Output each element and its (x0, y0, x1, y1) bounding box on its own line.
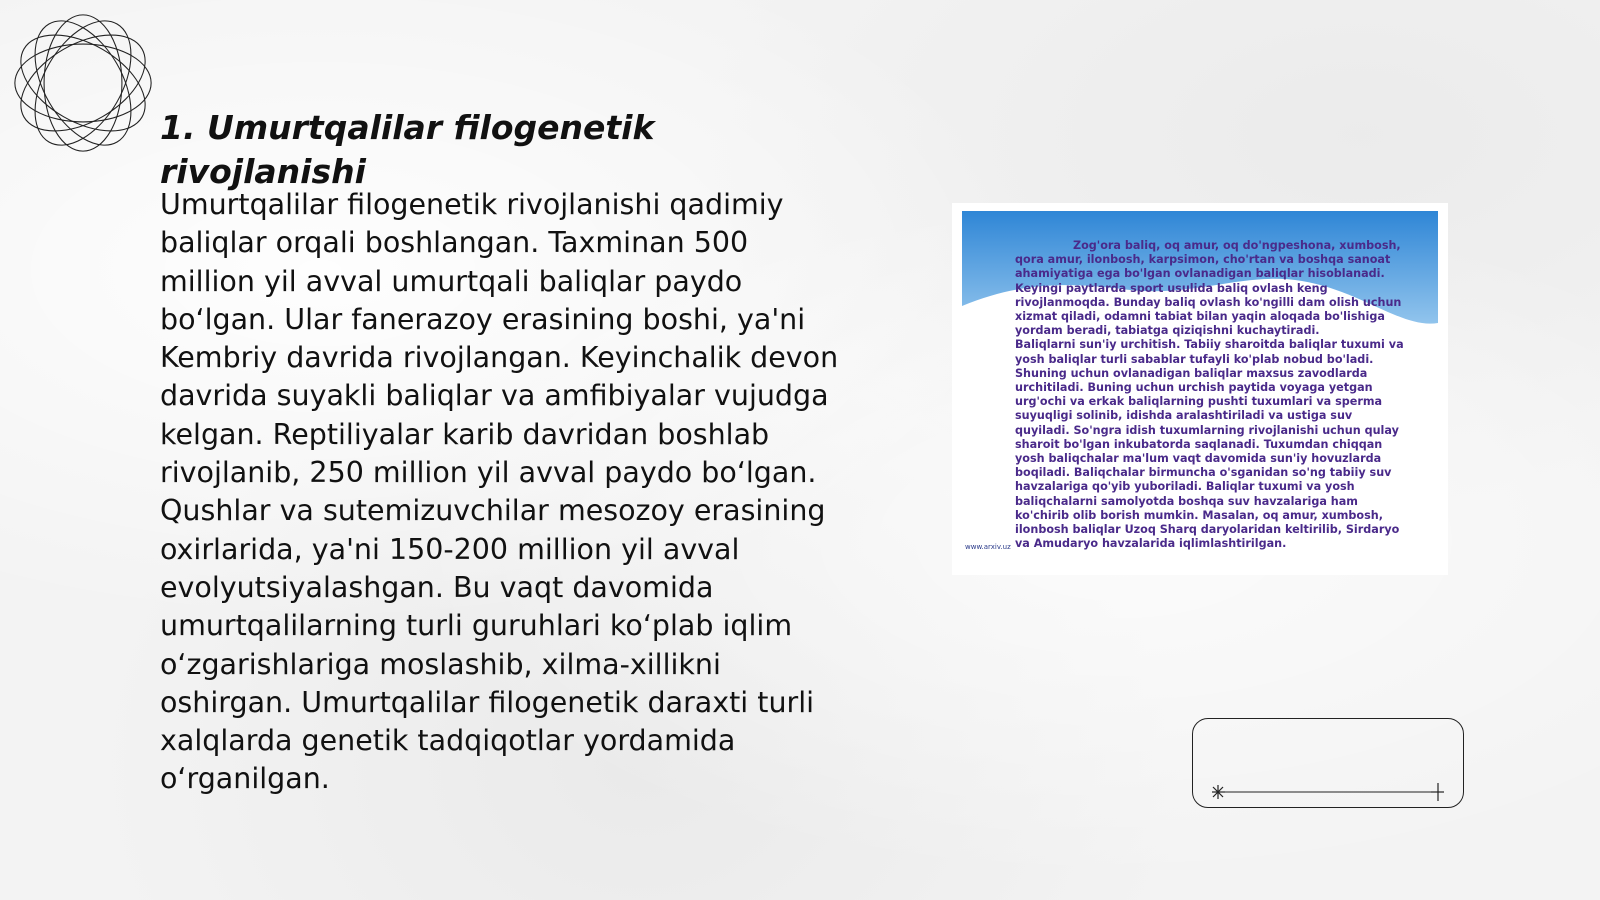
decorative-line (1212, 782, 1444, 802)
textbook-paragraph: Zog'ora baliq, oq amur, oq do'ngpeshona, xumbosh, qora amur, ilonbosh, karpsimon, cho'rtan va boshqa sanoat ahamiyatiga ega bo'lgan ovlanadigan baliqlar hisoblanadi. Keyingi paytlarda sport usulida baliq ovlash keng rivojlanmoqda. Bunday baliq ovlash ko'ngilli dam olish uchun xizmat qiladi, odamni tabiat bilan yaqin aloqada bo'lishiga yordam beradi, tabiatga qiziqishni kuchaytiradi. Baliqlarni sun'iy urchitish. Tabiiy sharoitda baliqlar tuxumi va yosh baliqlar turli sabablar tufayli ko'plab nobud bo'ladi. Shuning uchun ovlanadigan baliqlar maxsus zavodlarda urchitiladi. Buning uchun urchish paytida voyaga yetgan urg'ochi va erkak baliqlarning pushti tuxumlari va sperma suyuqligi solinib, idishda aralashtiriladi va ustiga suv quyiladi. So'ngra idish tuxumlarning rivojlanishi uchun qulay sharoit bo'lgan inkubatorda saqlanadi. Tuxumdan chiqqan yosh baliqchalar ma'lum vaqt davomida sun'iy hovuzlarda boqiladi. Baliqchalar birmuncha o'sganidan so'ng tabiiy suv havzalariga qo'yib yuboriladi. Baliqlar tuxumi va yosh baliqchalarni samolyotda boshqa suv havzalariga ham ko'chirib olib borish mumkin. Masalan, oq amur, xumbosh, ilonbosh baliqlar Uzoq Sharq daryolaridan keltirilib, Sirdaryo va Amudaryo havzalarida iqlimlashtirilgan. (1015, 239, 1404, 551)
spirograph-decoration (10, 10, 156, 156)
image-fade (952, 558, 1448, 575)
textbook-page-image (952, 203, 1448, 575)
image-credit: www.arxiv.uz (965, 543, 1011, 551)
slide-body-text: Umurtqalilar filogenetik rivojlanishi qadimiy baliqlar orqali boshlangan. Taxminan 500 million yil avval umurtqali baliqlar paydo boʻlgan. Ular fanerazoy erasining boshi, ya'ni Kembriy davrida rivojlangan. Keyinchalik devon davrida suyakli baliqlar va amfibiyalar vujudga kelgan. Reptiliyalar karib davridan boshlab rivojlanib, 250 million yil avval paydo boʻlgan. Qushlar va sutemizuvchilar mesozoy erasining oxirlarida, ya'ni 150-200 million yil avval evolyutsiyalashgan. Bu vaqt davomida umurtqalilarning turli guruhlari koʻplab iqlim oʻzgarishlariga moslashib, xilma-xillikni oshirgan. Umurtqalilar filogenetik daraxti turli xalqlarda genetik tadqiqotlar yordamida oʻrganilgan. (160, 188, 839, 796)
slide-title: 1. Umurtqalilar filogenetik rivojlanishi (160, 108, 655, 191)
